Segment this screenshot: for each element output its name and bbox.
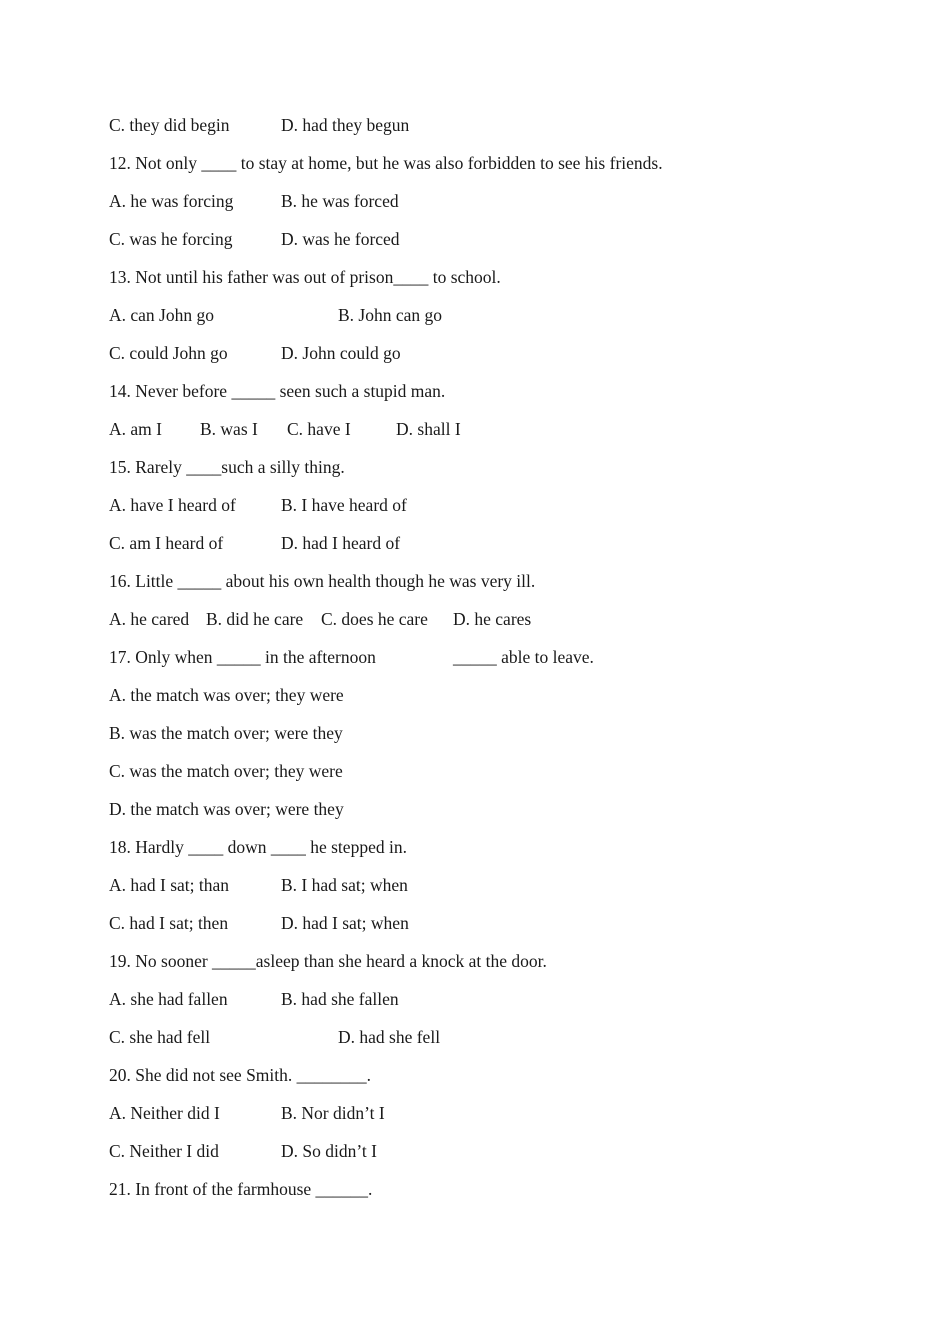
answer-option: B. was I: [200, 419, 258, 439]
answer-options-line: [109, 1026, 441, 1048]
question-line: 12. Not only ____ to stay at home, but he was also forbidden to see his friends.: [109, 153, 663, 173]
answer-option: C. Neither I did: [109, 1141, 219, 1161]
answer-option: C. had I sat; then: [109, 913, 229, 933]
answer-option: A. he was forcing: [109, 191, 234, 211]
answer-options-line: [109, 1102, 385, 1124]
answer-option: C. was the match over; they were: [109, 761, 343, 781]
answer-option: D. So didn’t I: [281, 1141, 377, 1161]
question-line: 14. Never before _____ seen such a stupid man.: [109, 381, 446, 401]
answer-option: A. can John go: [109, 305, 214, 325]
answer-options-line: [109, 1140, 377, 1162]
answer-options-line: [109, 418, 461, 440]
answer-options-line: [109, 494, 407, 516]
answer-option: C. have I: [287, 419, 351, 439]
answer-options-line: [109, 114, 410, 136]
question-line: 18. Hardly ____ down ____ he stepped in.: [109, 837, 407, 857]
answer-option: B. did he care: [206, 609, 304, 629]
answer-option: D. the match was over; were they: [109, 799, 344, 819]
answer-option: C. does he care: [321, 609, 428, 629]
answer-option: B. Nor didn’t I: [281, 1103, 385, 1123]
answer-option: D. had she fell: [338, 1027, 441, 1047]
question-line: 21. In front of the farmhouse ______.: [109, 1179, 373, 1199]
answer-option: D. had they begun: [281, 115, 410, 135]
answer-option: B. I have heard of: [281, 495, 407, 515]
question-line: 19. No sooner _____asleep than she heard a knock at the door.: [109, 951, 547, 971]
question-line: [109, 646, 594, 668]
question-line: 20. She did not see Smith. ________.: [109, 1065, 372, 1085]
answer-option: A. she had fallen: [109, 989, 228, 1009]
answer-option: D. had I heard of: [281, 533, 401, 553]
answer-option: B. had she fallen: [281, 989, 399, 1009]
answer-options-line: [109, 304, 443, 326]
answer-option: A. the match was over; they were: [109, 685, 344, 705]
answer-option: D. had I sat; when: [281, 913, 409, 933]
answer-options-line: [109, 988, 399, 1010]
answer-options-line: [109, 190, 399, 212]
answer-option: A. have I heard of: [109, 495, 236, 515]
answer-options-line: [109, 912, 409, 934]
answer-options-line: [109, 608, 532, 630]
question-line: 15. Rarely ____such a silly thing.: [109, 457, 345, 477]
answer-option: D. shall I: [396, 419, 461, 439]
question-line: 13. Not until his father was out of prison____ to school.: [109, 267, 501, 287]
answer-option: C. am I heard of: [109, 533, 224, 553]
answer-options-line: [109, 228, 400, 250]
question-text: 17. Only when _____ in the afternoon: [109, 647, 376, 667]
answer-option: C. could John go: [109, 343, 228, 363]
answer-option: D. he cares: [453, 609, 532, 629]
answer-option: A. had I sat; than: [109, 875, 230, 895]
answer-option: A. Neither did I: [109, 1103, 220, 1123]
answer-option: C. was he forcing: [109, 229, 233, 249]
answer-options-line: [109, 532, 401, 554]
answer-option: A. he cared: [109, 609, 190, 629]
question-line: 16. Little _____ about his own health though he was very ill.: [109, 571, 536, 591]
answer-option: D. was he forced: [281, 229, 400, 249]
answer-option: B. I had sat; when: [281, 875, 408, 895]
answer-option: D. John could go: [281, 343, 401, 363]
answer-option: C. they did begin: [109, 115, 230, 135]
answer-options-line: [109, 342, 401, 364]
answer-option: A. am I: [109, 419, 162, 439]
answer-options-line: [109, 874, 408, 896]
answer-option: B. was the match over; were they: [109, 723, 343, 743]
answer-option: C. she had fell: [109, 1027, 211, 1047]
answer-option: B. he was forced: [281, 191, 399, 211]
answer-option: B. John can go: [338, 305, 443, 325]
question-text-continued: _____ able to leave.: [453, 647, 594, 667]
